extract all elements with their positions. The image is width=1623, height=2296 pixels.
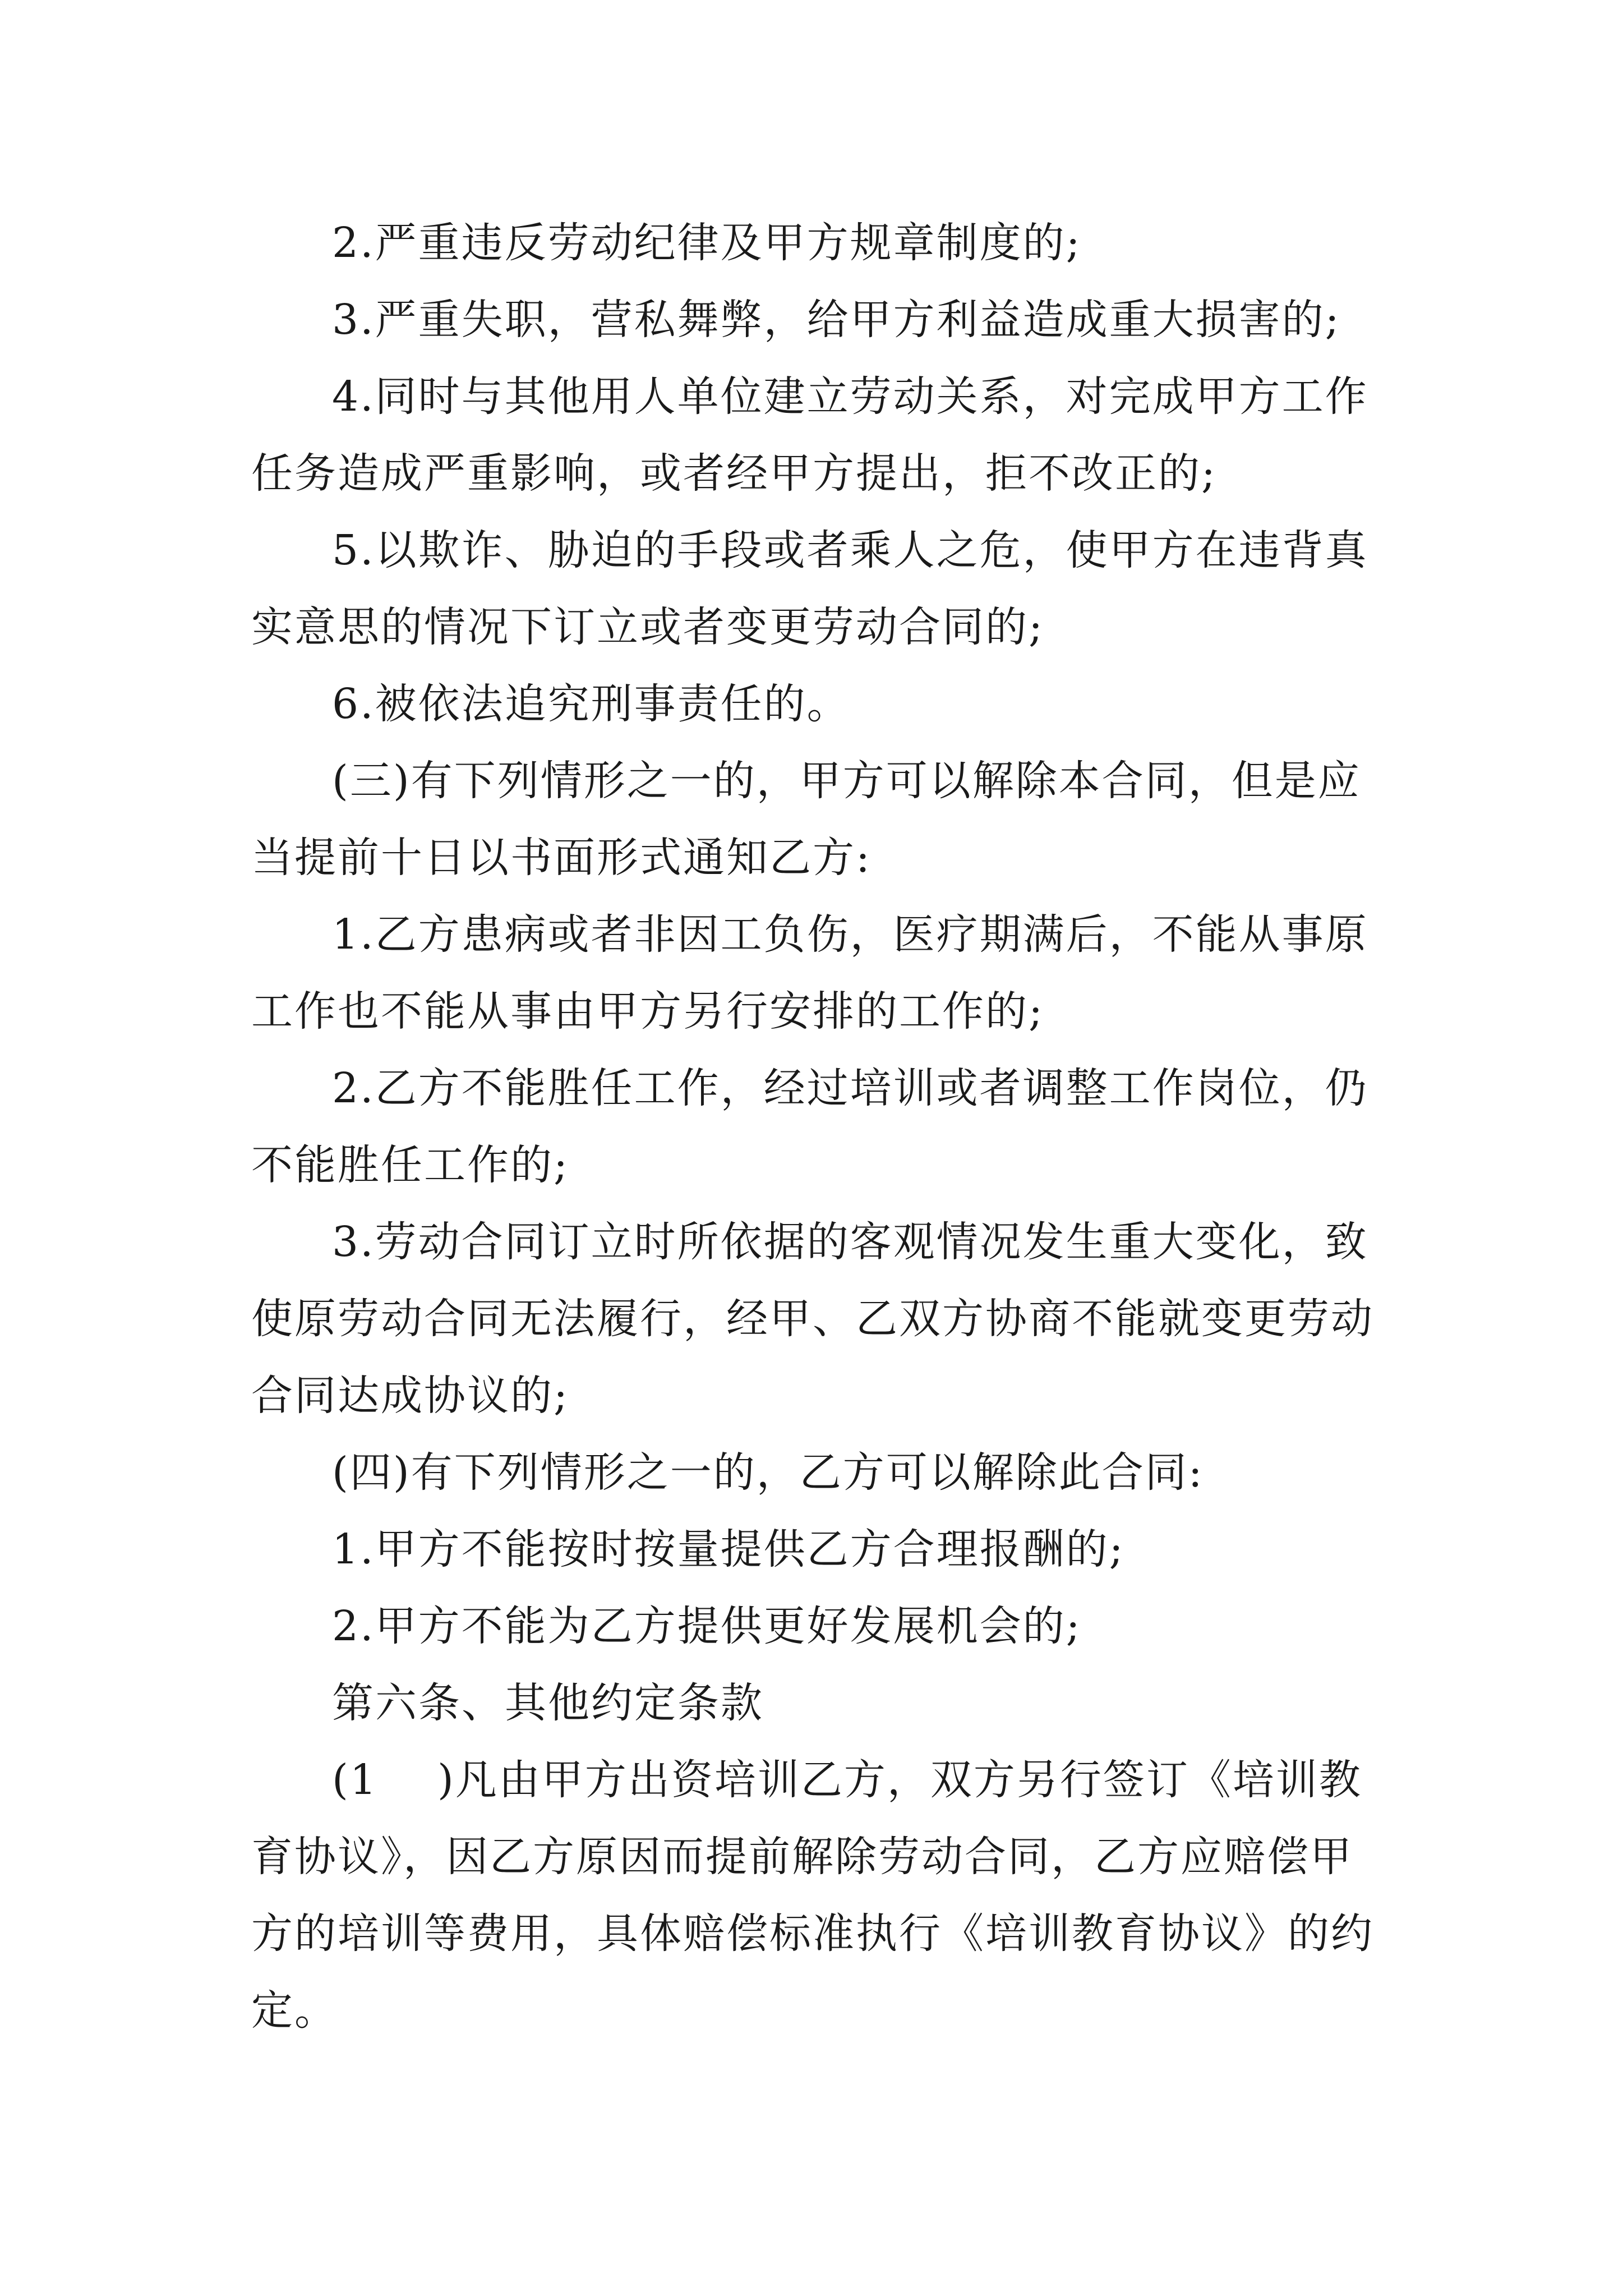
paragraph-line: (三)有下列情形之一的，甲方可以解除本合同，但是应: [332, 757, 1361, 805]
paragraph-line: 育协议》，因乙方原因而提前解除劳动合同，乙方应赔偿甲: [251, 1833, 1353, 1881]
paragraph-line: 2.严重违反劳动纪律及甲方规章制度的;: [332, 219, 1082, 267]
paragraph-line: (四)有下列情形之一的，乙方可以解除此合同:: [332, 1448, 1204, 1497]
paragraph-line: 当提前十日以书面形式通知乙方:: [251, 834, 872, 882]
paragraph-line: 工作也不能从事由甲方另行安排的工作的;: [251, 987, 1044, 1036]
paragraph-line: 定。: [251, 1986, 338, 2035]
paragraph-line: 4.同时与其他用人单位建立劳动关系，对完成甲方工作: [332, 372, 1368, 421]
paragraph-line: 6.被依法追究刑事责任的。: [332, 680, 850, 728]
paragraph-line: 3.劳动合同订立时所依据的客观情况发生重大变化，致: [332, 1218, 1368, 1266]
section-heading: 第六条、其他约定条款: [332, 1679, 764, 1727]
paragraph-line: 1.乙方患病或者非因工负伤，医疗期满后，不能从事原: [332, 910, 1368, 959]
paragraph-line: (1 )凡由甲方出资培训乙方，双方另行签订《培训教: [332, 1756, 1362, 1804]
paragraph-line: 实意思的情况下订立或者变更劳动合同的;: [251, 603, 1044, 651]
paragraph-line: 任务造成严重影响，或者经甲方提出，拒不改正的;: [251, 449, 1217, 498]
paragraph-line: 方的培训等费用，具体赔偿标准执行《培训教育协议》的约: [251, 1910, 1374, 1958]
paragraph-line: 使原劳动合同无法履行，经甲、乙双方协商不能就变更劳动: [251, 1295, 1374, 1343]
paragraph-line: 合同达成协议的;: [251, 1372, 569, 1420]
paragraph-line: 5.以欺诈、胁迫的手段或者乘人之危，使甲方在违背真: [332, 526, 1368, 574]
paragraph-line: 1.甲方不能按时按量提供乙方合理报酬的;: [332, 1525, 1125, 1573]
paragraph-line: 2.甲方不能为乙方提供更好发展机会的;: [332, 1602, 1082, 1650]
paragraph-line: 不能胜任工作的;: [251, 1141, 569, 1189]
paragraph-line: 2.乙方不能胜任工作，经过培训或者调整工作岗位，仍: [332, 1064, 1368, 1112]
paragraph-line: 3.严重失职，营私舞弊，给甲方利益造成重大损害的;: [332, 296, 1341, 344]
